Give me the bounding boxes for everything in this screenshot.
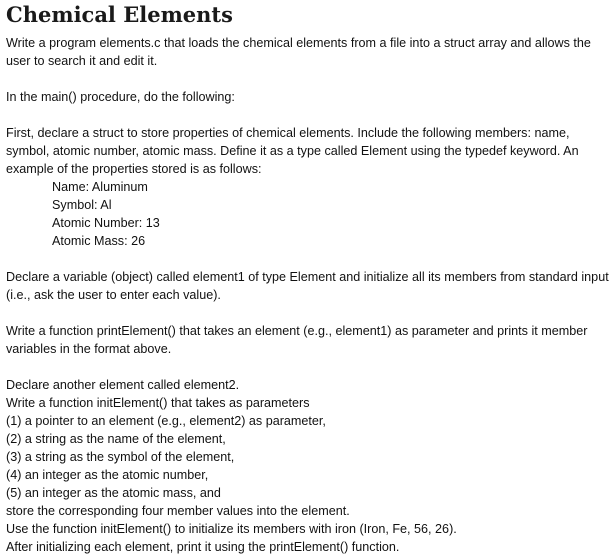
example-properties <box>6 178 609 250</box>
init-line: (2) a string as the name of the element, <box>6 432 226 446</box>
struct-paragraph: First, declare a struct to store properties of chemical elements. Include the following members: name, symbol, atomic number, atomic mass. Define it as a type called Element using the typedef keyword. An example of the properties stored is as follows: <box>6 126 579 176</box>
init-line: Declare another element called element2. <box>6 378 240 392</box>
main-intro-paragraph: In the main() procedure, do the following: <box>6 90 235 104</box>
page-title: Chemical Elements <box>6 2 233 27</box>
init-line: (4) an integer as the atomic number, <box>6 468 209 482</box>
example-name: Name: Aluminum <box>52 180 148 194</box>
declare-paragraph: Declare a variable (object) called element1 of type Element and initialize all its members from standard input (i.e., ask the user to enter each value). <box>6 270 609 302</box>
init-line: Write a function initElement() that takes as parameters <box>6 396 310 410</box>
init-line: Use the function initElement() to initialize its members with iron (Iron, Fe, 56, 26). <box>6 522 457 536</box>
example-atomic-number: Atomic Number: 13 <box>52 216 160 230</box>
init-line: (3) a string as the symbol of the element, <box>6 450 235 464</box>
init-instructions <box>6 376 609 556</box>
document-body <box>6 34 609 556</box>
example-symbol: Symbol: Al <box>52 198 112 212</box>
intro-paragraph: Write a program elements.c that loads the chemical elements from a file into a struct array and allows the user to search it and edit it. <box>6 36 591 68</box>
print-paragraph: Write a function printElement() that takes an element (e.g., element1) as parameter and prints it member variables in the format above. <box>6 324 588 356</box>
init-line: After initializing each element, print it using the printElement() function. <box>6 540 400 554</box>
init-line: (1) a pointer to an element (e.g., element2) as parameter, <box>6 414 326 428</box>
example-atomic-mass: Atomic Mass: 26 <box>52 234 146 248</box>
init-line: (5) an integer as the atomic mass, and <box>6 486 221 500</box>
init-line: store the corresponding four member values into the element. <box>6 504 350 518</box>
